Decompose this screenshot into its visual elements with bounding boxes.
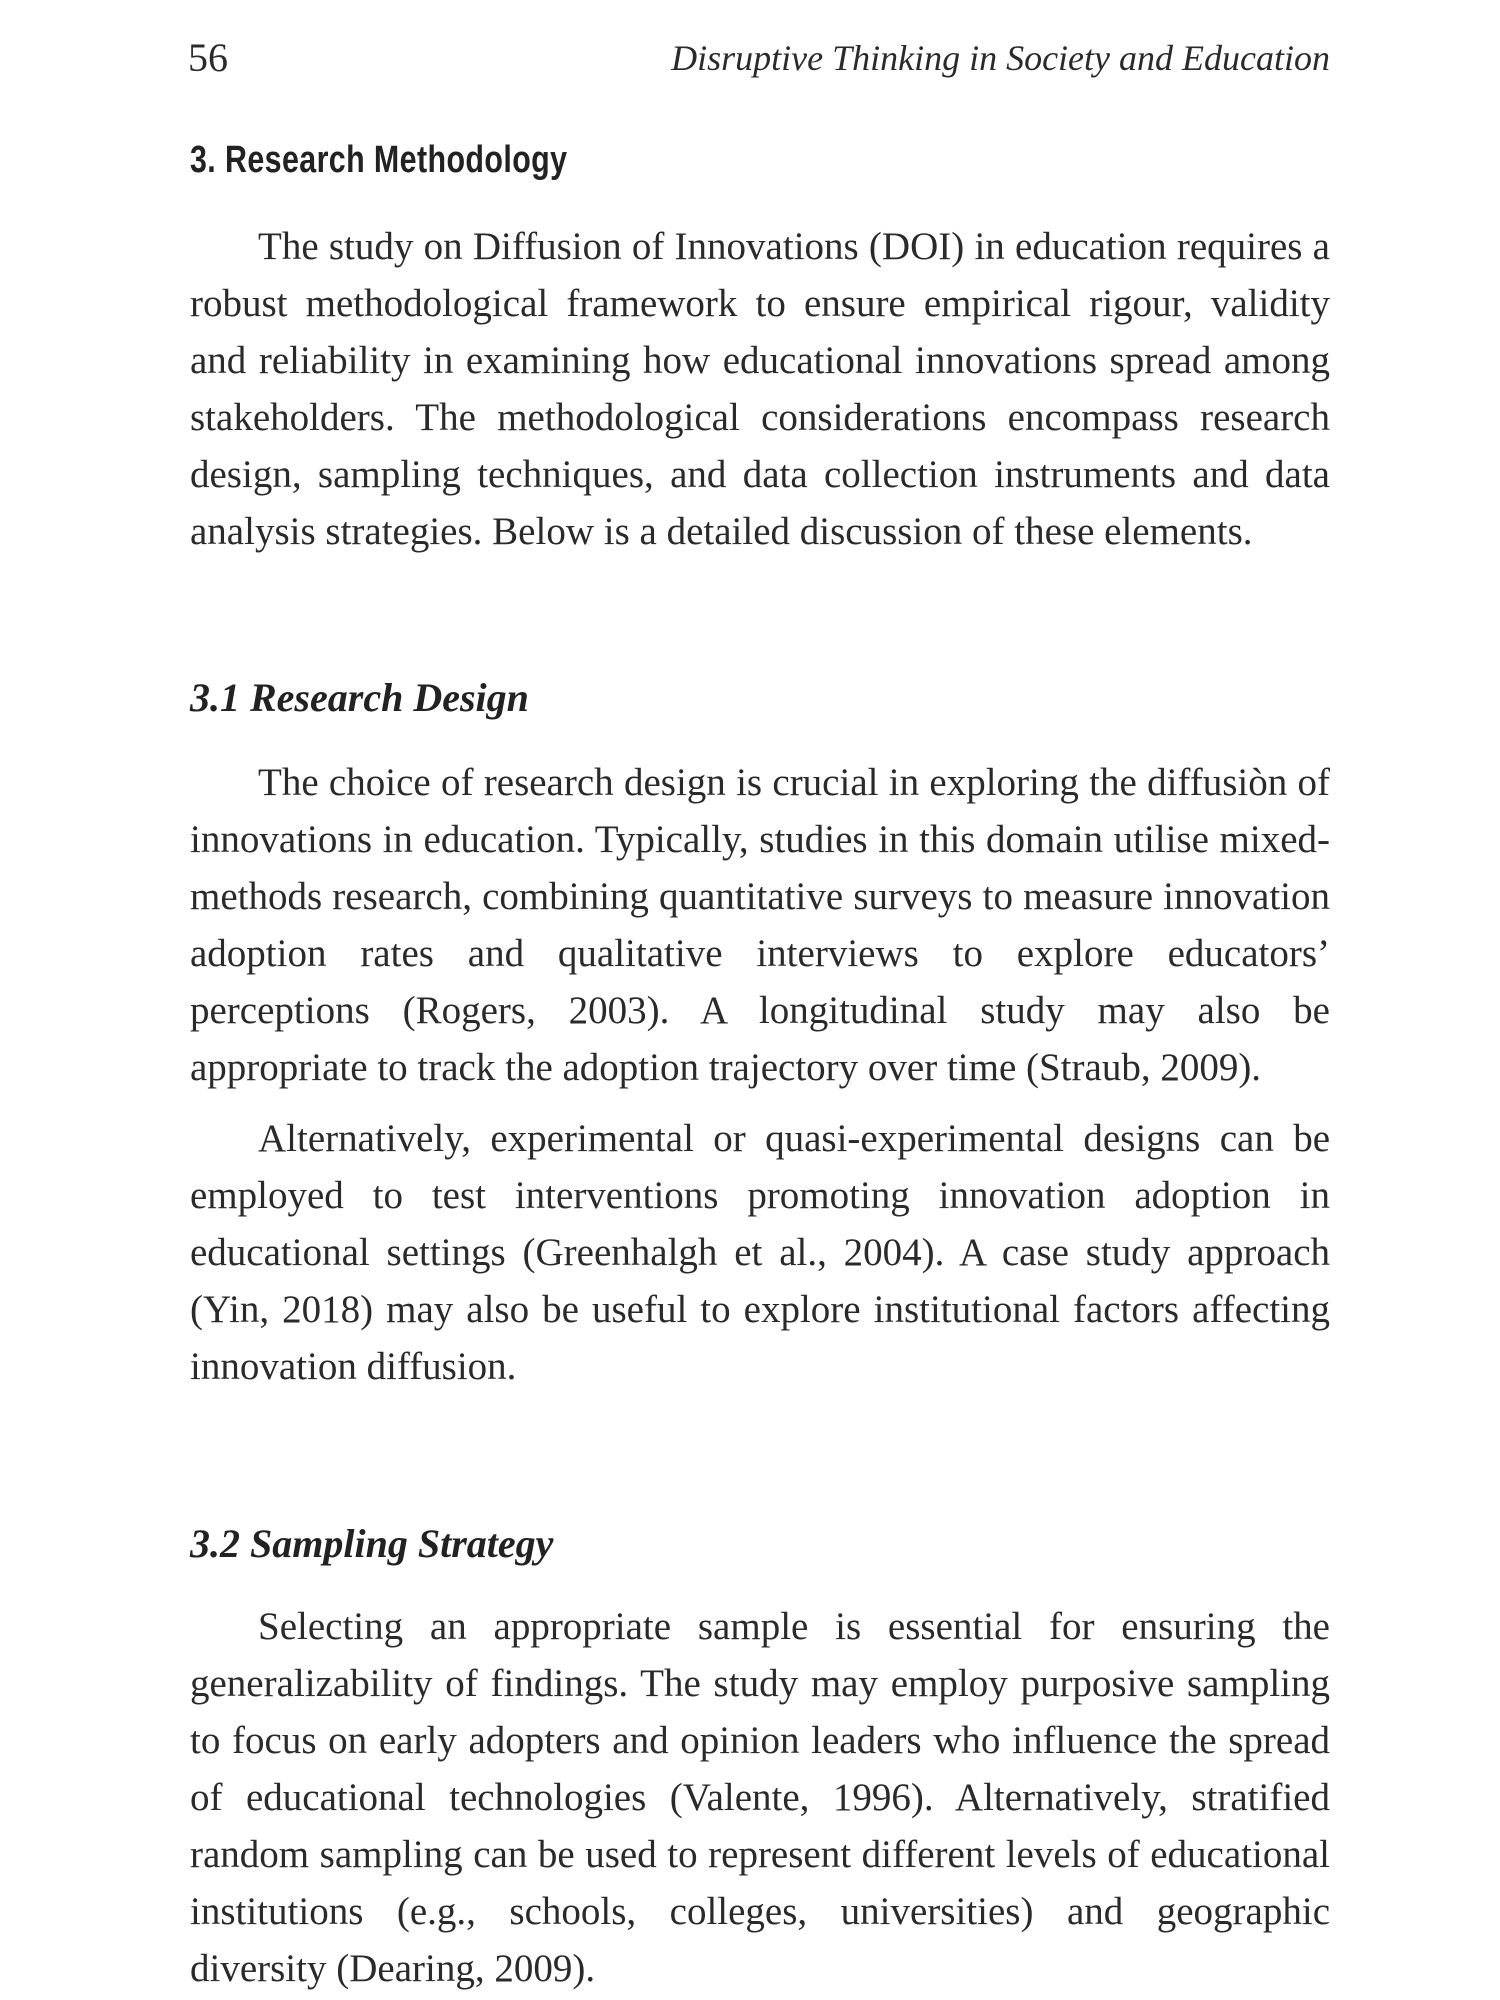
sampling-strategy-block <box>190 1598 1330 1997</box>
research-design-paragraph: Alternatively, experimental or quasi-experimental designs can be employed to test interventions promoting innovation adoption in educational settings (Greenhalgh et al., 2004). A case study approach (Yin, 2018) may also be useful to explore institutional factors affecting innovation diffusion. <box>190 1117 1330 1388</box>
subheading-sampling-strategy: 3.2 Sampling Strategy <box>190 1521 554 1566</box>
intro-block <box>190 218 1330 560</box>
intro-paragraph: The study on Diffusion of Innovations (DOI) in education requires a robust methodological framework to ensure empirical rigour, validity and reliability in examining how educational innovations spread among stakeholders. The methodological considerations encompass research design, sampling techniques, and data collection instruments and data analysis strategies. Below is a detailed discussion of these elements. <box>190 225 1330 553</box>
research-design-paragraph: The choice of research design is crucial in exploring the diffusiòn of innovations in education. Typically, studies in this domain utilise mixed-methods research, combining quantitative surveys to measure innovation adoption rates and qualitative interviews to explore educators’ perceptions (Rogers, 2003). A longitudinal study may also be appropriate to track the adoption trajectory over time (Straub, 2009). <box>190 761 1330 1089</box>
running-title: Disruptive Thinking in Society and Education <box>671 38 1330 78</box>
page-number: 56 <box>188 35 228 80</box>
subheading-research-design: 3.1 Research Design <box>190 675 529 720</box>
sampling-strategy-paragraph: Selecting an appropriate sample is essential for ensuring the generalizability of findings. The study may employ purposive sampling to focus on early adopters and opinion leaders who influence the spread of educational technologies (Valente, 1996). Alternatively, stratified random sampling can be used to represent different levels of educational institutions (e.g., schools, colleges, universities) and geographic diversity (Dearing, 2009). <box>190 1605 1330 1990</box>
research-design-block <box>190 754 1330 1395</box>
running-header <box>188 28 1330 88</box>
section-heading: 3. Research Methodology <box>190 139 568 181</box>
